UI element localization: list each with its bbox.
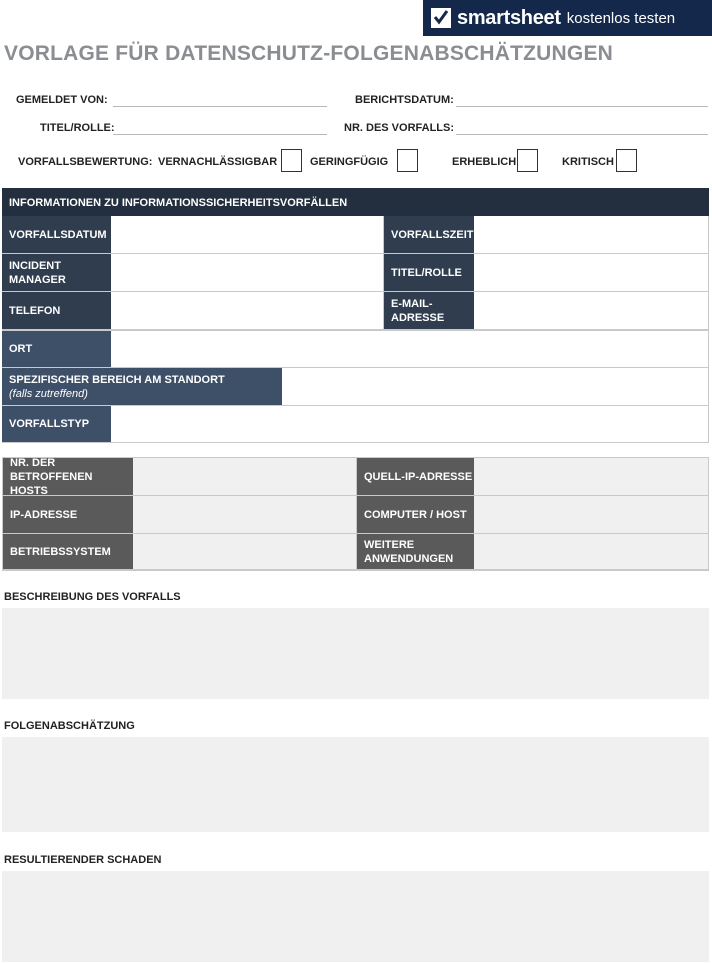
computer-host-input[interactable] [474,496,709,534]
reported-by-field[interactable] [113,106,327,107]
incident-number-field[interactable] [456,134,708,135]
incident-number-label: NR. DES VORFALLS: [344,122,455,134]
impact-label: FOLGENABSCHÄTZUNG [4,720,135,732]
other-apps-input[interactable] [474,534,709,570]
smartsheet-banner[interactable] [423,0,712,36]
source-ip-label [357,458,474,496]
smartsheet-logo-icon [431,8,451,28]
reported-by-label: GEMELDET VON: [16,94,108,106]
incident-info-heading: INFORMATIONEN ZU INFORMATIONSSICHERHEITSVORFÄLLEN [2,188,709,216]
rating-option-critical: KRITISCH [562,156,614,168]
phone-label [2,292,111,330]
title-role-label: TITEL/ROLLE: [40,122,115,134]
incident-date-input[interactable] [111,216,384,254]
incident-type-input[interactable] [111,406,709,443]
manager-title-role-input[interactable] [474,254,709,292]
computer-host-text: COMPUTER / HOST [364,508,467,521]
title-role-field[interactable] [113,134,327,135]
source-ip-text: QUELL-IP-ADRESSE [364,470,473,483]
location-input[interactable] [111,331,709,368]
operating-system-label [3,534,133,570]
operating-system-text: BETRIEBSSYSTEM [10,545,111,558]
damage-input[interactable] [2,871,709,962]
other-apps-text-1: WEITERE [364,538,415,551]
manager-title-role-text: TITEL/ROLLE [391,266,462,279]
specific-area-text: SPEZIFISCHER BEREICH AM STANDORT [9,373,225,386]
computer-host-label [357,496,474,534]
description-label: BESCHREIBUNG DES VORFALLS [4,591,181,603]
other-apps-text-2: ANWENDUNGEN [364,552,454,565]
email-text-2: ADRESSE [391,311,445,324]
specific-area-input[interactable] [282,368,709,406]
source-ip-input[interactable] [474,458,709,496]
affected-hosts-text-2: BETROFFENEN HOSTS [10,470,93,497]
description-input[interactable] [2,608,709,699]
incident-manager-input[interactable] [111,254,384,292]
incident-date-label [2,216,111,254]
incident-type-text: VORFALLSTYP [9,418,90,430]
checkbox-significant[interactable] [517,149,538,172]
email-label [384,292,474,330]
incident-rating-label: VORFALLSBEWERTUNG: [18,156,153,168]
rating-option-significant: ERHEBLICH [452,156,517,168]
other-apps-label [357,534,474,570]
page-title: VORLAGE FÜR DATENSCHUTZ-FOLGENABSCHÄTZUNGEN [4,42,614,65]
email-input[interactable] [474,292,709,330]
brand-name: smartsheet [457,6,561,29]
report-date-field[interactable] [456,106,708,107]
incident-time-text: VORFALLSZEIT [391,228,474,241]
manager-title-role-label [384,254,474,292]
ip-address-label [3,496,133,534]
phone-text: TELEFON [9,304,61,317]
incident-date-text: VORFALLSDATUM [9,228,107,241]
affected-hosts-text-1: NR. DER [10,456,56,469]
location-text: ORT [9,343,33,355]
incident-info-table [2,188,709,443]
phone-input[interactable] [111,292,384,330]
affected-hosts-label [3,458,133,496]
incident-type-label [2,406,111,443]
specific-area-label [2,368,282,406]
operating-system-input[interactable] [133,534,357,570]
checkbox-minor[interactable] [397,149,418,172]
impact-input[interactable] [2,737,709,832]
rating-option-minor: GERINGFÜGIG [310,156,389,168]
location-label [2,331,111,368]
host-table [2,457,709,571]
free-trial-link[interactable]: kostenlos testen [566,9,676,27]
report-date-label: BERICHTSDATUM: [355,94,454,106]
incident-manager-label [2,254,111,292]
email-text-1: E-MAIL- [391,297,433,310]
incident-time-label [384,216,474,254]
affected-hosts-input[interactable] [133,458,357,496]
ip-address-input[interactable] [133,496,357,534]
rating-option-negligible: VERNACHLÄSSIGBAR [158,156,278,168]
damage-label: RESULTIERENDER SCHADEN [4,854,162,866]
incident-manager-text-1: INCIDENT [9,259,61,272]
checkbox-critical[interactable] [616,149,637,172]
incident-time-input[interactable] [474,216,709,254]
incident-manager-text-2: MANAGER [9,273,66,286]
checkbox-negligible[interactable] [281,149,302,172]
ip-address-text: IP-ADRESSE [10,508,78,521]
specific-area-note: (falls zutreffend) [9,387,88,400]
